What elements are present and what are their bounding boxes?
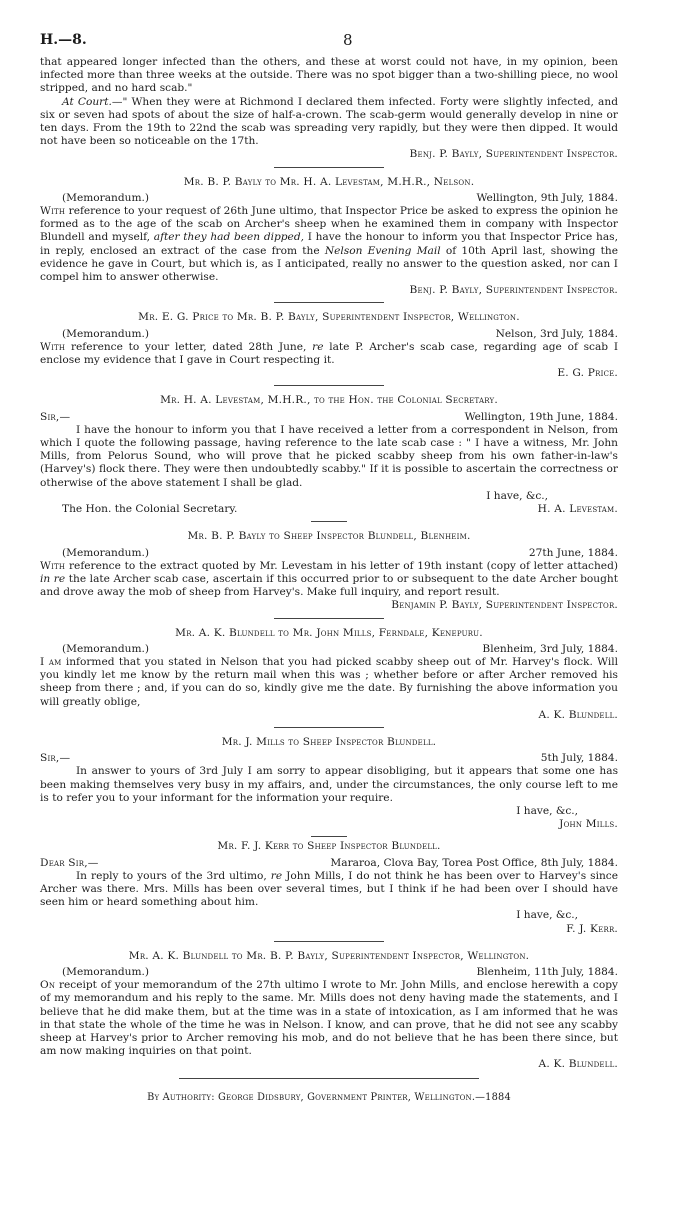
memo-label: (Memorandum.): [62, 191, 150, 204]
letter-heading: Mr. A. K. Blundell to Mr. John Mills, Ferndale, Kenepuru.: [175, 626, 483, 639]
continued-paragraph: that appeared longer infected than the others, and these at worst could not have, in my opinion, been infected more than three weeks at the outside. There was no spot bigger than a two-shilling piece, no wool stripped, and no hard scab.": [40, 56, 618, 95]
section-divider: [311, 521, 347, 522]
signature: John Mills.: [559, 818, 618, 831]
body-italic: re: [270, 869, 283, 882]
salutation-line: [40, 411, 618, 424]
place-date: Blenheim, 11th July, 1884.: [476, 965, 618, 978]
addressee-line: [40, 503, 618, 516]
body-part: reference to your request of 26th June ultimo, that Inspector Price be asked to express the opinion he formed as to the age of the scab on Archer's sheep when he examined them in company with Inspector Blundell and myself,: [40, 205, 618, 244]
body-part: I have the honour to inform you that Inspector Price has, in reply, enclosed an extract of the case from the: [40, 231, 618, 257]
section-divider: [274, 727, 384, 728]
body-part: reference to the extract quoted by Mr. Levestam in his letter of 19th instant (copy of letter attached): [65, 559, 618, 572]
salutation: Dear Sir,—: [40, 856, 99, 869]
section-divider: [274, 618, 384, 619]
section-divider: [274, 167, 384, 168]
letter-body: [40, 560, 618, 600]
memo-label: (Memorandum.): [62, 327, 150, 340]
signature: E. G. Price.: [557, 367, 618, 380]
letter-body: [40, 341, 618, 367]
place-date: Wellington, 19th June, 1884.: [464, 410, 618, 423]
memo-label: (Memorandum.): [62, 965, 150, 978]
place-date: Nelson, 3rd July, 1884.: [495, 327, 618, 340]
letter-heading: Mr. B. P. Bayly to Sheep Inspector Blundell, Blenheim.: [187, 530, 471, 543]
place-date: 27th June, 1884.: [528, 546, 618, 559]
body-part: receipt of your memorandum of the 27th ultimo I wrote to Mr. John Mills, and enclose herewith a copy of my memorandum and his reply to the same. Mr. Mills does not deny having made the statements, and I believe that he did make them, but at the time was in a state of intoxication, as I am informed that he was in that state the whole of the time he was in Nelson. I know, and can prove, that he did not see any scabby sheep at Harvey's prior to Archer removing his mob, and do not believe that he has been there since, but am now making inquiries on that point.: [40, 979, 618, 1058]
section-divider: [274, 302, 384, 303]
lead-word: I am: [40, 655, 62, 668]
signature: A. K. Blundell.: [538, 708, 618, 721]
signature: Benjamin P. Bayly, Superintendent Inspector.: [391, 599, 618, 612]
body-part: In reply to yours of the 3rd ultimo,: [76, 869, 271, 882]
body-italic: Nelson Evening Mail: [324, 244, 441, 257]
letter-body: I have the honour to inform you that I have received a letter from a correspondent in Nelson, from which I quote the following passage, having reference to the late scab case : " I have a witness, Mr. John Mills, from Pelorus Sound, who will prove that he picked scabby sheep from his own father-in-law's (Harvey's) flock there. They were then undoubtedly scabby." If it is possible to ascertain the correctness or otherwise of the above statement I shall be glad.: [40, 423, 618, 489]
closing: I have, &c.,: [516, 804, 578, 817]
court-paragraph: [40, 96, 618, 149]
court-text: —" When they were at Richmond I declared them infected. Forty were slightly infected, and six or seven had spots of about the size of half-a-crown. The scab-germ would generally develop in nine or ten days. From the 19th to 22nd the scab was spreading very rapidly, but they were then dipped. It would not have been so noticeable on the 17th.: [40, 95, 618, 148]
closing: I have, &c.,: [486, 489, 548, 502]
memo-line: [40, 192, 618, 205]
section-divider: [274, 385, 384, 386]
memo-line: [40, 643, 618, 656]
letter-body: [40, 205, 618, 284]
body-italic: re: [312, 340, 324, 353]
salutation-line: [40, 857, 618, 870]
signature: Benj. P. Bayly, Superintendent Inspector.: [409, 284, 618, 297]
body-part: late P. Archer's scab case, regarding age of scab I enclose my evidence that I gave in Court respecting it.: [40, 340, 618, 367]
salutation-line: [40, 752, 618, 765]
printer-imprint: By Authority: George Didsbury, Government Printer, Wellington.—1884: [147, 1091, 511, 1103]
body-italic: after they had been dipped,: [153, 231, 304, 244]
memo-label: (Memorandum.): [62, 546, 150, 559]
lead-word: On: [40, 979, 56, 992]
place-date: Mararoa, Clova Bay, Torea Post Office, 8th July, 1884.: [330, 856, 618, 869]
letter-heading: Mr. F. J. Kerr to Sheep Inspector Blundell.: [217, 840, 441, 853]
section-divider: [311, 836, 347, 837]
letter-body: [40, 979, 618, 1058]
document-page: [40, 31, 619, 1104]
footer-divider: [179, 1078, 479, 1079]
addressee: The Hon. the Colonial Secretary.: [62, 503, 238, 516]
series-number: H.—8.: [40, 32, 87, 48]
letter-heading: Mr. B. P. Bayly to Mr. H. A. Levestam, M.H.R., Nelson.: [183, 175, 475, 188]
place-date: Blenheim, 3rd July, 1884.: [482, 642, 618, 655]
body-part: reference to your letter, dated 28th June,: [65, 340, 313, 353]
letter-body: [40, 870, 618, 910]
letter-body: [40, 656, 618, 709]
signature: F. J. Kerr.: [566, 922, 618, 935]
body-part: John Mills, I do not think he has been over to Harvey's since Archer was there. Mrs. Mills has been over several times, but I think if he had been over I should have seen him or heard something about him.: [40, 869, 619, 909]
salutation: Sir,—: [40, 752, 71, 765]
memo-line: [40, 966, 618, 979]
letter-heading: Mr. E. G. Price to Mr. B. P. Bayly, Superintendent Inspector, Wellington.: [138, 311, 520, 324]
place-date: Wellington, 9th July, 1884.: [476, 191, 618, 204]
lead-word: With: [40, 340, 66, 353]
court-label: At Court.: [62, 95, 112, 108]
signature: A. K. Blundell.: [538, 1058, 618, 1071]
page-header: [40, 31, 618, 56]
letter-body: In answer to yours of 3rd July I am sorry to appear disobliging, but it appears that some one has been making themselves very busy in my affairs, and, under the circumstances, the only course left to me is to refer you to your informant for the information your require.: [40, 765, 618, 804]
body-part: of 10th April last, showing the evidence he gave in Court, but which is, as I anticipated, really no answer to the question asked, nor can I compel him to answer otherwise.: [40, 244, 618, 284]
body-part: informed that you stated in Nelson that you had picked scabby sheep out of Mr. Harvey's flock. Will you kindly let me know by the return mail when this was ; whether before or after Archer removed his sheep from there ; and, if you can do so, kindly give me the date. By furnishing the above information you will greatly oblige,: [40, 655, 619, 708]
letter-heading: Mr. A. K. Blundell to Mr. B. P. Bayly, Superintendent Inspector, Wellington.: [128, 949, 530, 962]
body-italic: in re: [40, 572, 66, 585]
place-date: 5th July, 1884.: [540, 752, 618, 765]
letter-heading: Mr. J. Mills to Sheep Inspector Blundell.: [221, 735, 437, 748]
signature: Benj. P. Bayly, Superintendent Inspector.: [409, 148, 618, 161]
letter-heading: Mr. H. A. Levestam, M.H.R., to the Hon. the Colonial Secretary.: [160, 394, 498, 407]
memo-line: [40, 328, 618, 341]
body-part: the late Archer scab case, ascertain if this occurred prior to or subsequent to the date Archer bought and drove away the mob of sheep from Harvey's. Make full inquiry, and report result.: [40, 572, 618, 599]
memo-label: (Memorandum.): [62, 642, 150, 655]
section-divider: [274, 941, 384, 942]
closing: I have, &c.,: [516, 909, 578, 922]
lead-word: With: [40, 559, 66, 572]
lead-word: With: [40, 205, 66, 218]
salutation: Sir,—: [40, 410, 71, 423]
signature: H. A. Levestam.: [537, 503, 618, 516]
page-number: 8: [343, 31, 353, 49]
memo-line: [40, 547, 618, 560]
